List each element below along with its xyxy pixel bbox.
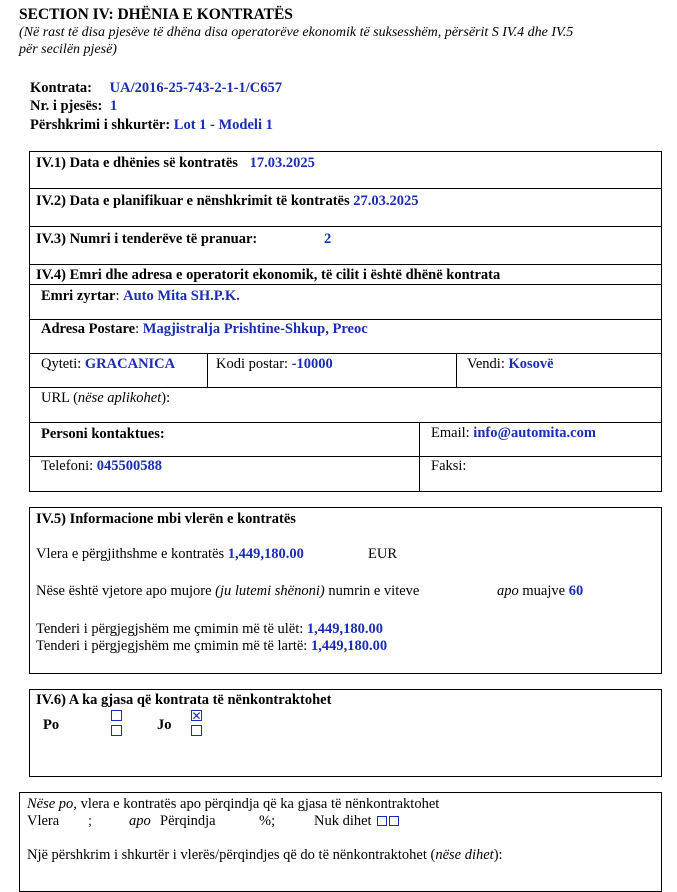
- iv4-phone-label: Telefoni:: [41, 458, 94, 474]
- iv4-postal-row: [216, 356, 333, 373]
- sub-unknown-label: Nuk dihet: [314, 813, 372, 829]
- sub-percent-label: Përqindja: [160, 813, 216, 829]
- sub-line3: [27, 847, 503, 864]
- iv6-yes-checkbox[interactable]: [111, 725, 122, 736]
- iv4-country-label: Vendi:: [467, 356, 505, 372]
- iv5-total-row: [36, 546, 304, 563]
- lot-value: 1: [109, 98, 118, 114]
- iv2-label: IV.2) Data e planifikuar e nënshkrimit të kontratës: [36, 193, 350, 209]
- iv5-highest-label: Tenderi i përgjegjshëm me çmimin më të lartë:: [36, 638, 308, 654]
- iv4-city-value: GRACANICA: [84, 356, 176, 372]
- iv4-address-value: Magjistralja Prishtine-Shkup, Preoc: [142, 321, 368, 337]
- sub-percent-sign: %;: [259, 813, 276, 829]
- iv5-highest-value: 1,449,180.00: [310, 638, 388, 654]
- iv5-lowest-value: 1,449,180.00: [306, 621, 384, 637]
- iv4-name-value: Auto Mita SH.P.K.: [123, 288, 240, 304]
- iv4-url-row: [41, 390, 170, 407]
- desc-label: Përshkrimi i shkurtër:: [30, 117, 171, 133]
- iv1-value: 17.03.2025: [249, 155, 315, 171]
- iv5-lowest-row: [36, 621, 383, 638]
- sub-unknown-checkbox-2[interactable]: [389, 816, 399, 826]
- iv5-annual-value: 60: [568, 583, 584, 599]
- sub-line3-italic: nëse dihet: [435, 847, 494, 863]
- section-note-line2: për secilën pjesë): [19, 42, 117, 57]
- sub-line1-text: vlera e kontratës apo përqindja që ka gjasa të nënkontraktohet: [80, 796, 440, 812]
- sub-value-label: Vlera: [27, 813, 60, 829]
- iv4-city-label: Qyteti:: [41, 356, 82, 372]
- sub-line3-text: Një përshkrim i shkurtër i vlerës/përqindjes që do të nënkontraktohet (: [27, 847, 436, 863]
- iv4-email-value: info@automita.com: [473, 425, 596, 441]
- iv4-country-value: Kosovë: [508, 356, 554, 372]
- contract-row: [30, 80, 282, 97]
- iv5-annual-italic: (ju lutemi shënoni): [215, 583, 325, 599]
- iv4-name-label: Emri zyrtar: [41, 288, 116, 304]
- iv5-highest-row: [36, 638, 387, 655]
- iv4-postal-value: -10000: [291, 356, 333, 372]
- iv6-yes-checkbox-top[interactable]: [111, 710, 122, 721]
- iv5-lowest-label: Tenderi i përgjegjshëm me çmimin më të ulët:: [36, 621, 304, 637]
- sub-line1-italic: Nëse po,: [27, 796, 77, 812]
- iv6-label: IV.6) A ka gjasa që kontrata të nënkontraktohet: [36, 692, 332, 708]
- lot-label: Nr. i pjesës:: [30, 98, 103, 114]
- desc-row: [30, 117, 273, 134]
- iv3-label: IV.3) Numri i tenderëve të pranuar:: [36, 231, 258, 247]
- contract-value: UA/2016-25-743-2-1-1/C657: [109, 80, 283, 96]
- iv1-row: [36, 155, 315, 172]
- iv6-yes-label: Po: [43, 717, 60, 733]
- sub-unknown-row: [314, 813, 399, 830]
- iv5-label: IV.5) Informacione mbi vlerën e kontratës: [36, 511, 296, 527]
- iv5-annual-months: muajve: [522, 583, 566, 599]
- iv4-address-row: Adresa Postare: Magjistralja Prishtine-Shkup, Preoc: [41, 321, 368, 337]
- sub-unknown-checkbox-1[interactable]: [377, 816, 387, 826]
- iv5-currency: EUR: [368, 546, 397, 562]
- iv4-phone-row: [41, 458, 162, 475]
- iv1-label: IV.1) Data e dhënies së kontratës: [36, 155, 238, 171]
- iv4-url-end: ):: [161, 390, 171, 406]
- iv4-phone-value: 045500588: [96, 458, 163, 474]
- iv4-url-italic: nëse aplikohet: [77, 390, 162, 406]
- iv5-annual-text2: numrin e viteve: [328, 583, 420, 599]
- iv5-months-row: [497, 583, 583, 600]
- desc-value: Lot 1 - Modeli 1: [173, 117, 273, 133]
- iv6-no-checkbox[interactable]: [191, 725, 202, 736]
- iv3-value: 2: [324, 231, 332, 247]
- iv4-address-label: Adresa Postare: [41, 321, 136, 337]
- contract-label: Kontrata:: [30, 80, 93, 96]
- sub-or-label: apo: [129, 813, 151, 829]
- sub-line3-end: ):: [493, 847, 503, 863]
- sub-line1: [27, 796, 439, 813]
- iv4-city-row: [41, 356, 175, 373]
- sub-semicolon: ;: [88, 813, 93, 829]
- iv5-annual-row: [36, 583, 419, 600]
- iv5-total-label: Vlera e përgjithshme e kontratës: [36, 546, 225, 562]
- iv5-total-value: 1,449,180.00: [227, 546, 304, 562]
- iv2-row: [36, 193, 419, 210]
- iv4-email-label: Email:: [431, 425, 470, 441]
- iv4-name-row: Emri zyrtar: Auto Mita SH.P.K.: [41, 288, 240, 304]
- iv4-label: IV.4) Emri dhe adresa e operatorit ekonomik, të cilit i është dhënë kontrata: [36, 267, 501, 283]
- section-note-line1: (Në rast të disa pjesëve të dhëna disa operatorëve ekonomik të suksesshëm, përsërit S IV.4 dhe IV.5: [19, 25, 574, 40]
- iv6-no-checkbox-checked[interactable]: ✕: [191, 708, 202, 723]
- iv4-contact-label: Personi kontaktues:: [41, 426, 165, 442]
- iv4-url-label: URL (: [41, 390, 78, 406]
- lot-row: [30, 98, 117, 115]
- iv5-annual-text1: Nëse është vjetore apo mujore: [36, 583, 212, 599]
- iv4-postal-label: Kodi postar:: [216, 356, 289, 372]
- iv4-email-row: [431, 425, 596, 442]
- iv4-country-row: [467, 356, 554, 373]
- iv3-row: [36, 231, 332, 248]
- iv6-no-label: Jo: [157, 717, 172, 733]
- iv5-annual-or: apo: [497, 583, 519, 599]
- iv2-value: 27.03.2025: [353, 193, 419, 209]
- section-title: SECTION IV: DHËNIA E KONTRATËS: [19, 6, 293, 23]
- iv4-fax-label: Faksi:: [431, 458, 467, 474]
